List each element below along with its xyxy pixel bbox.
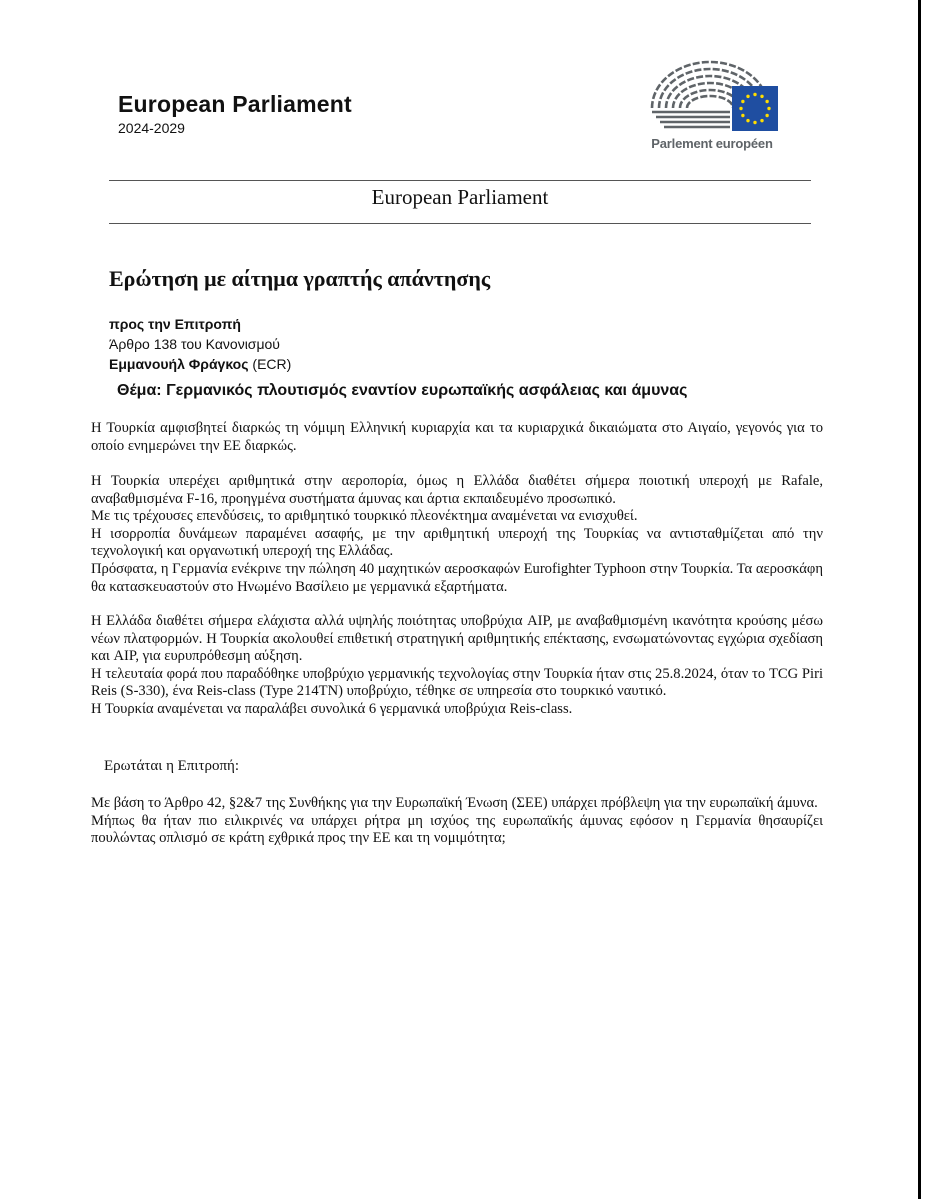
eu-star-icon: [741, 114, 744, 117]
paragraph-line: Η Ελλάδα διαθέτει σήμερα ελάχιστα αλλά υψηλής ποιότητας υποβρύχια AIP, με αναβαθμισμένη ικανότητα κρούσης μέσω νέων πλατφορμών. Η Τουρκία ακολουθεί επιθετική στρατηγική αριθμητικής επέκτασης, ενσωματώνοντας εγχώρια σχεδίαση και AIP, για ευρυπρόθεσμη αύξηση.: [91, 613, 823, 665]
paragraph-line: Η ισορροπία δυνάμεων παραμένει ασαφής, με την αριθμητική υπεροχή της Τουρκίας να αντισταθμίζεται από την τεχνολογική και οργανωτική υπεροχή της Ελλάδας.: [91, 525, 823, 560]
paragraph-3: [91, 613, 823, 719]
paragraph-line: Πρόσφατα, η Γερμανία ενέκρινε την πώληση 40 μαχητικών αεροσκαφών Eurofighter Typhoon στην Τουρκία. Τα αεροσκάφη θα κατασκευαστούν στο Ηνωμένο Βασίλειο με γερμανικά εξαρτήματα.: [91, 560, 823, 595]
author-line: [109, 354, 291, 374]
eu-star-icon: [760, 95, 763, 98]
eu-flag-icon: [732, 86, 778, 131]
addressee: προς την Επιτροπή: [109, 316, 241, 332]
eu-star-icon: [760, 119, 763, 122]
paragraph-line: Μήπως θα ήταν πιο ειλικρινές να υπάρχει ρήτρα μη ισχύος της ευρωπαϊκής άμυνας εφόσον η Γερμανία θησαυρίζει πουλώντας οπλισμό σε κράτη εχθρικά προς την ΕΕ και τη νομιμότητα;: [91, 812, 823, 847]
paragraph-line: Η Τουρκία υπερέχει αριθμητικά στην αεροπορία, όμως η Ελλάδα διαθέτει σήμερα ποιοτική υπεροχή με Rafale, αναβαθμισμένα F-16, προηγμένα συστήματα άμυνας και άρτια εκπαιδευμένο προσωπικό.: [91, 473, 823, 507]
paragraph-4: [91, 795, 823, 848]
eu-star-icon: [746, 95, 749, 98]
eu-star-icon: [741, 100, 744, 103]
parliamentary-term: 2024-2029: [118, 120, 185, 136]
eu-star-icon: [753, 93, 756, 96]
hemicycle-icon: [640, 56, 780, 136]
document-title: Ερώτηση με αίτημα γραπτής απάντησης: [109, 266, 491, 291]
question-prompt: Ερωτάται η Επιτροπή:: [104, 758, 240, 774]
question-metadata: [109, 314, 291, 374]
author-name: Εμμανουήλ Φράγκος: [109, 356, 249, 372]
eu-star-icon: [753, 121, 756, 124]
eu-star-icon: [739, 107, 742, 110]
paragraph-line: Η τελευταία φορά που παραδόθηκε υποβρύχιο γερμανικής τεχνολογίας στην Τουρκία ήταν στις 25.8.2024, όταν το TCG Piri Reis (S-330), ένα Reis-class (Type 214TN) υποβρύχιο, τέθηκε σε υπηρεσία στο τουρκικό ναυτικό.: [91, 665, 823, 700]
paragraph-2: [91, 473, 823, 596]
eu-star-icon: [765, 100, 768, 103]
header-title: European Parliament: [371, 185, 549, 209]
logo-caption: Parlement européen: [651, 136, 773, 151]
paragraph-line: Με τις τρέχουσες επενδύσεις, το αριθμητικό τουρκικό πλεονέκτημα αναμένεται να ενισχυθεί.: [91, 508, 638, 525]
org-name: European Parliament: [118, 91, 352, 117]
paragraph-line: Η Τουρκία αμφισβητεί διαρκώς τη νόμιμη Ελληνική κυριαρχία και τα κυριαρχικά δικαιώματα στο Αιγαίο, γεγονός για το οποίο ενημερώνει την ΕΕ διαρκώς.: [91, 420, 823, 454]
paragraph-line: Η Τουρκία αναμένεται να παραλάβει συνολικά 6 γερμανικά υποβρύχια Reis-class.: [91, 700, 573, 717]
rule-reference: Άρθρο 138 του Κανονισμού: [109, 336, 280, 352]
eu-star-icon: [765, 114, 768, 117]
header-rule-top: [109, 180, 811, 181]
subject-line: Θέμα: Γερμανικός πλουτισμός εναντίον ευρωπαϊκής ασφάλειας και άμυνας: [117, 382, 688, 399]
page-edge-line: [918, 0, 921, 1199]
paragraph-1: [91, 420, 823, 455]
political-group: (ECR): [252, 356, 292, 372]
paragraph-line: Με βάση το Άρθρο 42, §2&7 της Συνθήκης για την Ευρωπαϊκή Ένωση (ΣΕΕ) υπάρχει πρόβλεψη για την ευρωπαϊκή άμυνα.: [91, 795, 818, 811]
header-rule-bottom: [109, 223, 811, 224]
eu-star-icon: [746, 119, 749, 122]
eu-star-icon: [767, 107, 770, 110]
